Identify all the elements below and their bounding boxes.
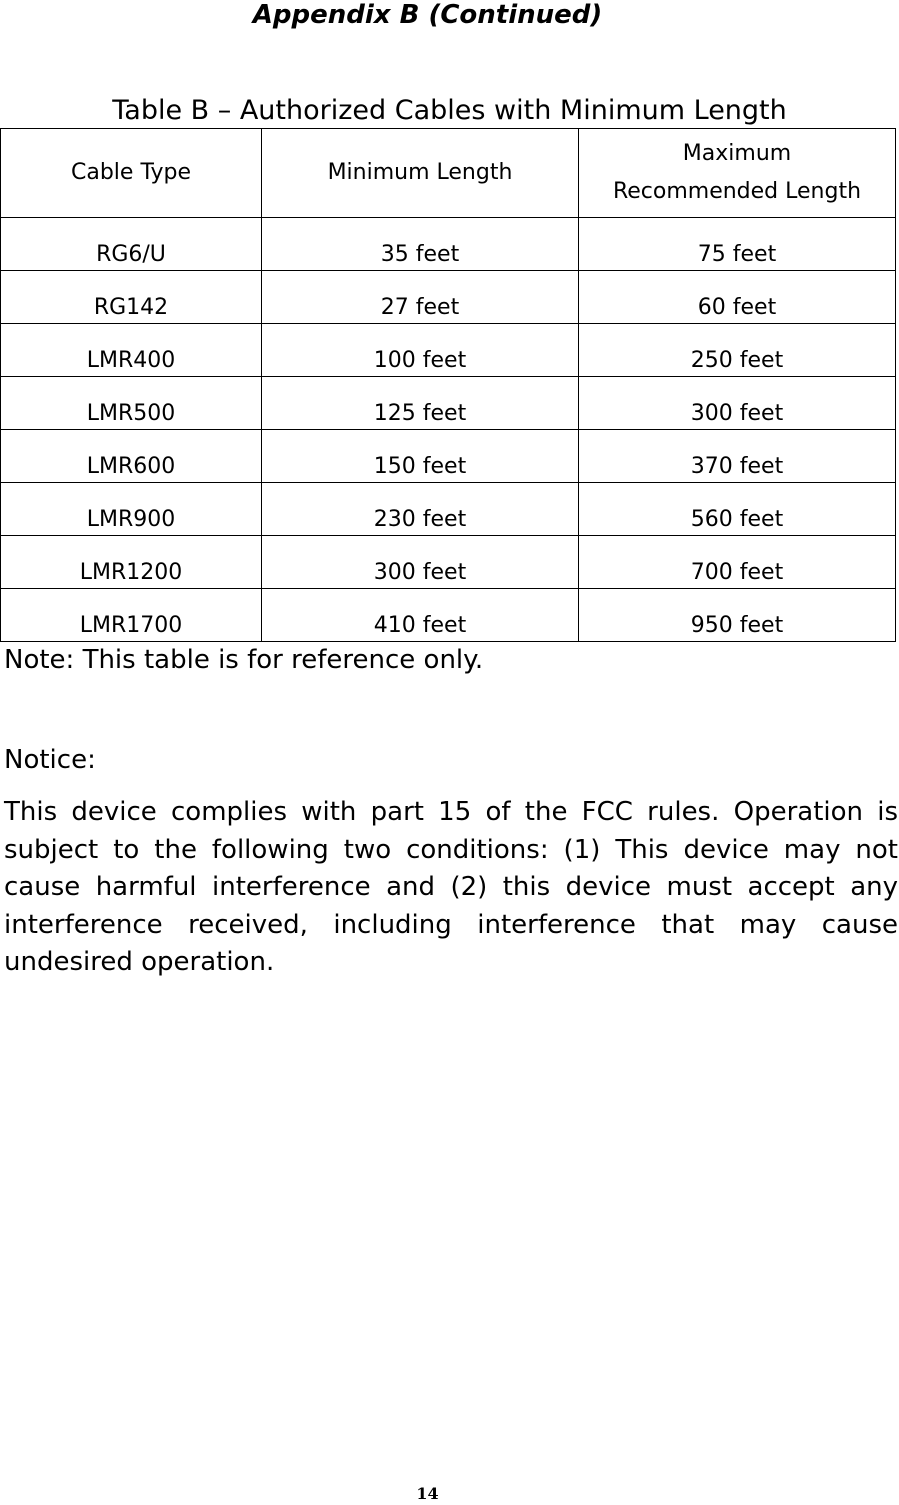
table-row: [1, 324, 896, 377]
cell-minimum-length: 125 feet: [262, 377, 579, 430]
cell-minimum-length: 230 feet: [262, 483, 579, 536]
cell-cable-type: LMR600: [1, 430, 262, 483]
cell-maximum-length: 300 feet: [579, 377, 896, 430]
table-row: [1, 430, 896, 483]
cell-maximum-length: 60 feet: [579, 271, 896, 324]
cell-maximum-length: 250 feet: [579, 324, 896, 377]
notice-body: This device complies with part 15 of the FCC rules. Operation is subject to the following two conditions: (1) This device may not cause harmful interference and (2) this device must accept any interference received, including interference that may cause undesired operation.: [4, 797, 898, 977]
cell-cable-type: LMR500: [1, 377, 262, 430]
cell-maximum-length: 560 feet: [579, 483, 896, 536]
cell-maximum-length: 700 feet: [579, 536, 896, 589]
table-header-row: [1, 129, 896, 218]
cell-minimum-length: 410 feet: [262, 589, 579, 642]
table-row: [1, 483, 896, 536]
table-row: [1, 271, 896, 324]
cell-cable-type: LMR900: [1, 483, 262, 536]
cell-minimum-length: 35 feet: [262, 218, 579, 271]
cable-table: [0, 128, 896, 642]
cell-maximum-length: 75 feet: [579, 218, 896, 271]
header-minimum-length: Minimum Length: [262, 129, 579, 218]
table-row: [1, 377, 896, 430]
page-heading: Appendix B (Continued): [252, 0, 603, 30]
cell-maximum-length: 370 feet: [579, 430, 896, 483]
notice-label: Notice:: [4, 745, 96, 775]
page-number: 14: [416, 1484, 439, 1503]
cell-minimum-length: 150 feet: [262, 430, 579, 483]
table-caption: Table B – Authorized Cables with Minimum Length: [112, 95, 787, 126]
cell-cable-type: RG142: [1, 271, 262, 324]
table-row: [1, 536, 896, 589]
header-maximum-line1: Maximum: [682, 141, 792, 166]
header-cable-type: Cable Type: [1, 129, 262, 218]
cell-cable-type: LMR400: [1, 324, 262, 377]
cell-minimum-length: 300 feet: [262, 536, 579, 589]
cell-minimum-length: 100 feet: [262, 324, 579, 377]
cell-cable-type: LMR1200: [1, 536, 262, 589]
cell-cable-type: RG6/U: [1, 218, 262, 271]
cell-maximum-length: 950 feet: [579, 589, 896, 642]
header-maximum-recommended-length: [579, 129, 896, 218]
table-note: Note: This table is for reference only.: [4, 645, 484, 675]
cell-cable-type: LMR1700: [1, 589, 262, 642]
table-row: [1, 589, 896, 642]
table-row: [1, 218, 896, 271]
header-maximum-line2: Recommended Length: [612, 179, 862, 204]
cell-minimum-length: 27 feet: [262, 271, 579, 324]
